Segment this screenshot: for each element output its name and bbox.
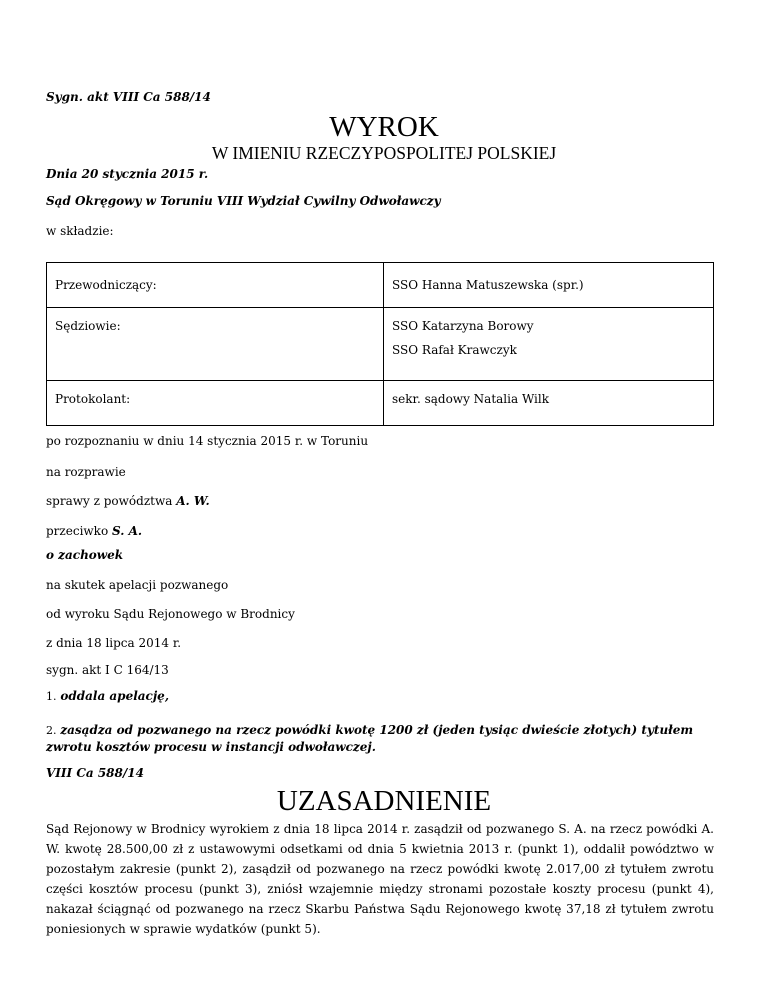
clerk-value: sekr. sądowy Natalia Wilk <box>392 392 550 406</box>
judgment-of-line: od wyroku Sądu Rejonowego w Brodnicy <box>46 607 295 621</box>
appeal-line: na skutek apelacji pozwanego <box>46 578 229 592</box>
justification-signature: VIII Ca 588/14 <box>46 766 144 780</box>
judges-label: Sędziowie: <box>55 319 121 333</box>
justification-paragraph: Sąd Rejonowy w Brodnicy wyrokiem z dnia 18 lipca 2014 r. zasądził od pozwanego S. A. na rzecz powódki A. W. kwotę 28.500,00 zł z ustawowymi odsetkami od dnia 5 kwietnia 2013 r. (punkt 1), oddalił powództwo w pozostałym zakresie (punkt 2), zasądził od pozwanego na rzecz powódki kwotę 2.017,00 zł tytułem zwrotu części kosztów procesu (punkt 3), zniósł wzajemnie między stronami pozostałe koszty procesu (punkt 4), nakazał ściągnąć od pozwanego na rzecz Skarbu Państwa Sądu Rejonowego kwotę 37,18 zł tytułem zwrotu poniesionych w sprawie wydatków (punkt 5). <box>46 822 714 936</box>
plaintiff-name: A. W. <box>176 494 210 508</box>
case-line: sprawy z powództwa A. W. <box>46 494 210 508</box>
chair-label: Przewodniczący: <box>55 278 157 292</box>
table-row <box>47 263 714 308</box>
document-title: WYROK <box>329 111 439 143</box>
case-subject: o zachowek <box>46 548 124 562</box>
ruling-item <box>46 723 693 737</box>
table-row <box>47 308 714 381</box>
hearing-line: na rozprawie <box>46 465 126 479</box>
table-row <box>47 381 714 426</box>
judgment-date: Dnia 20 stycznia 2015 r. <box>46 167 209 181</box>
considered-line: po rozpoznaniu w dniu 14 stycznia 2015 r. w Toruniu <box>46 434 369 448</box>
defendant-name: S. A. <box>111 524 143 538</box>
ruling-text: zasądza od pozwanego na rzecz powódki kwotę 1200 zł (jeden tysiąc dwieście złotych) tytułem <box>60 723 694 737</box>
chair-value: SSO Hanna Matuszewska (spr.) <box>392 278 584 292</box>
ruling-text-continued: zwrotu kosztów procesu w instancji odwoławczej. <box>46 740 376 754</box>
ruling-text: oddala apelację, <box>60 689 169 703</box>
judgment-date-line: z dnia 18 lipca 2014 r. <box>46 636 182 650</box>
judge-name: SSO Rafał Krawczyk <box>392 343 517 357</box>
ruling-number: 2. <box>46 724 57 737</box>
composition-label: w składzie: <box>46 224 114 238</box>
judgment-sygn-line: sygn. akt I C 164/13 <box>46 663 169 677</box>
against-line: przeciwko S. A. <box>46 524 143 538</box>
judge-name: SSO Katarzyna Borowy <box>392 319 534 333</box>
document-subtitle: W IMIENIU RZECZYPOSPOLITEJ POLSKIEJ <box>211 143 557 163</box>
court-name: Sąd Okręgowy w Toruniu VIII Wydział Cywilny Odwoławczy <box>46 194 441 208</box>
case-signature: Sygn. akt VIII Ca 588/14 <box>46 90 211 104</box>
justification-title: UZASADNIENIE <box>276 785 492 817</box>
ruling-number: 1. <box>46 690 57 703</box>
clerk-label: Protokolant: <box>55 392 131 406</box>
bench-table <box>46 262 714 426</box>
ruling-item <box>46 689 169 703</box>
